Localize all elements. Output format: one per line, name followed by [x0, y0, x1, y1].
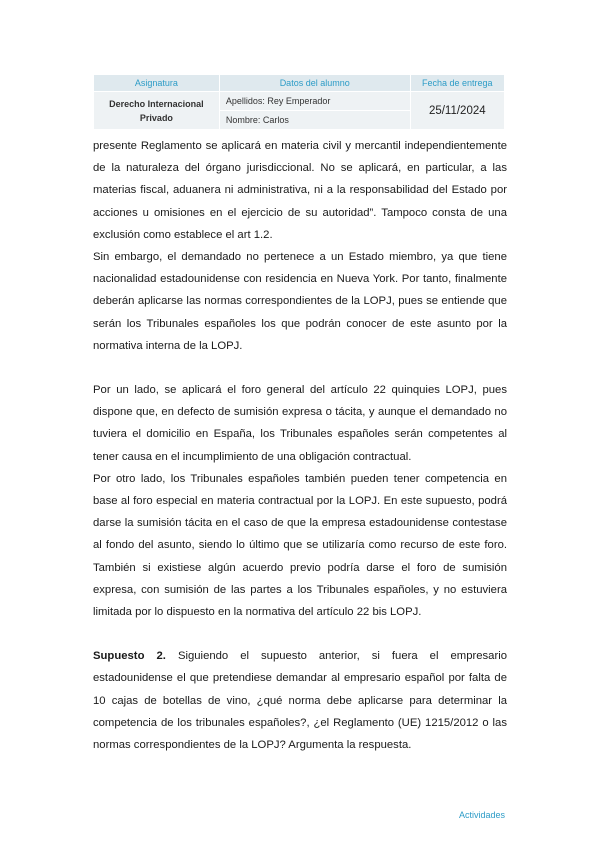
- paragraph-1: presente Reglamento se aplicará en materia civil y mercantil independientemente de la naturaleza del órgano jurisdiccional. No se aplicará, en particular, a las materias fiscal, aduanera ni administrativa, ni a la responsabilidad del Estado por acciones u omisiones en el ejercicio de su autoridad”. Tampoco consta de una exclusión como establece el art 1.2.: [93, 140, 507, 241]
- student-apellidos: Apellidos: Rey Emperador: [219, 92, 410, 111]
- footer-activities: Actividades: [458, 810, 505, 820]
- paragraph-2: Sin embargo, el demandado no pertenece a un Estado miembro, ya que tiene nacionalidad estadounidense con residencia en Nueva York. Por tanto, finalmente deberán aplicarse las normas correspondientes de la LOPJ, pues se entiende que serán los Tribunales españoles los que podrán conocer de este asunto por la normativa interna de la LOPJ.: [93, 251, 507, 352]
- paragraph-supuesto-2: [93, 645, 507, 756]
- paragraph-4: Por otro lado, los Tribunales españoles también pueden tener competencia en base al foro especial en materia contractual por la LOPJ. En este supuesto, podrá darse la sumisión tácita en el caso de que la empresa estadounidense contestase al fondo del asunto, siendo lo último que se utilizaría como recurso de este foro. También si existiese algún acuerdo previo podría darse el foro de sumisión expresa, con sumisión de las partes a los Tribunales españoles, y no estuviera limitada por lo dispuesto en la normativa del artículo 22 bis LOPJ.: [93, 472, 507, 619]
- supuesto-2-text: Siguiendo el supuesto anterior, si fuera el empresario estadounidense el que pretendiese demandar al empresario español por falta de 10 cajas de botellas de vino, ¿qué norma debe aplicarse para determinar la competencia de los tribunales españoles?, ¿el Reglamento (UE) 1215/2012 o las normas correspondientes de la LOPJ? Argumenta la respuesta.: [93, 650, 508, 752]
- subject-name: Derecho Internacional Privado: [94, 92, 220, 130]
- document-body: [93, 135, 507, 756]
- supuesto-2-label: Supuesto 2.: [93, 650, 166, 663]
- delivery-date: 25/11/2024: [410, 92, 504, 130]
- student-nombre: Nombre: Carlos: [219, 111, 410, 130]
- header-col-asignatura: Asignatura: [94, 75, 220, 92]
- header-col-fecha: Fecha de entrega: [410, 75, 504, 92]
- header-table: [93, 74, 505, 130]
- paragraph-3: Por un lado, se aplicará el foro general del artículo 22 quinquies LOPJ, pues dispone que, en defecto de sumisión expresa o tácita, y aunque el demandado no tuviera el domicilio en España, los Tribunales españoles serán competentes al tener causa en el incumplimiento de una obligación contractual.: [93, 384, 507, 463]
- header-col-datos-alumno: Datos del alumno: [219, 75, 410, 92]
